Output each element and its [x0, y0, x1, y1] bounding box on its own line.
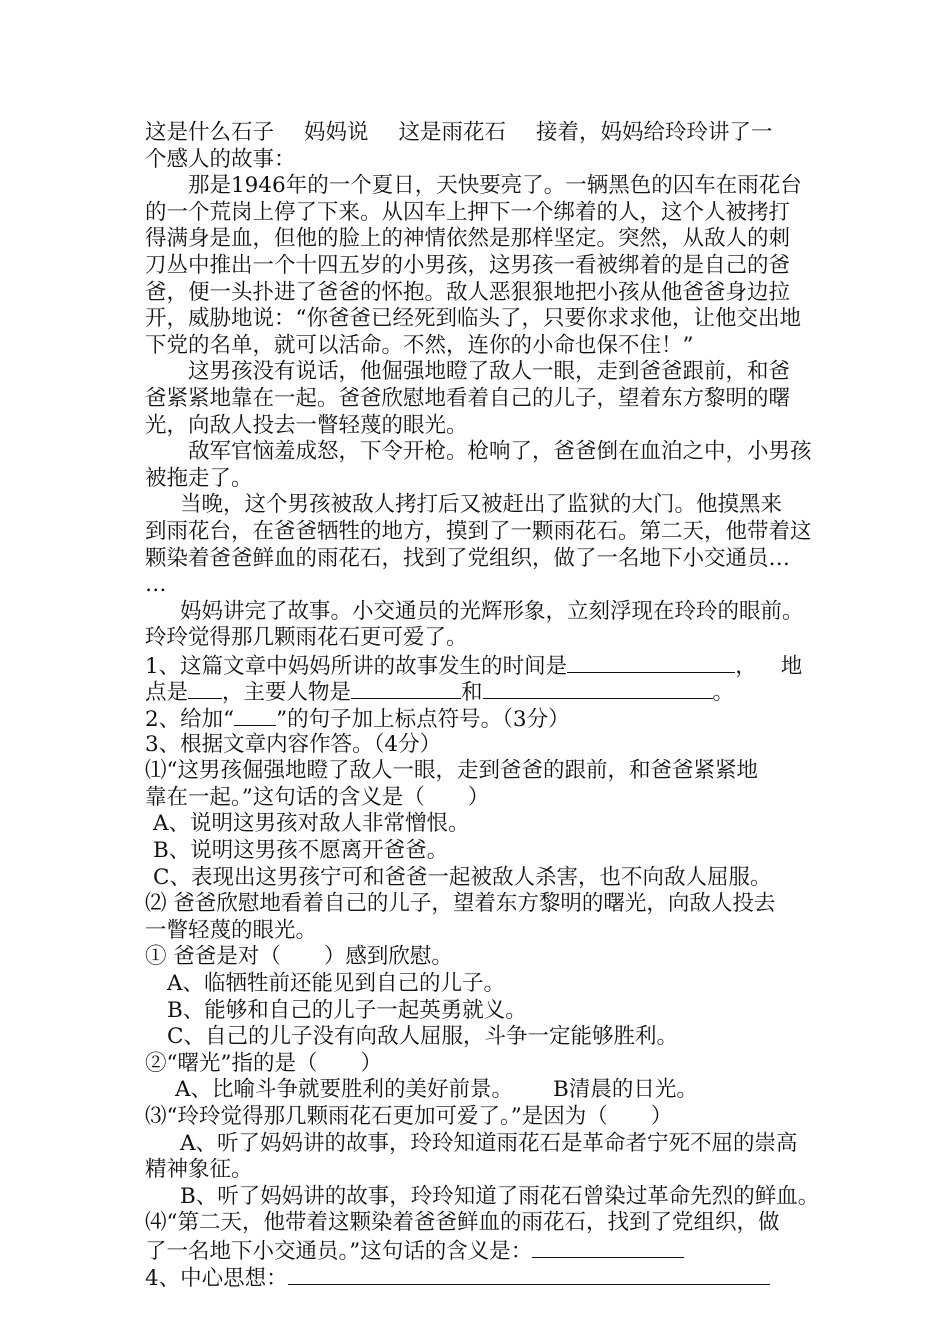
answer-blank-time[interactable] [567, 652, 735, 673]
story-line: 爸，便一头扑进了爸爸的怀抱。敌人恶狠狠地把小孩从他爸爸身边拉 [145, 279, 791, 305]
question-3-2-cont: 一瞥轻蔑的眼光。 [145, 917, 318, 943]
story-line: 光，向敌人投去一瞥轻蔑的眼光。 [145, 412, 468, 438]
option: B、说明这男孩不愿离开爸爸。 [153, 838, 449, 864]
story-line: … [145, 572, 167, 598]
question-text: 4、中心思想： [145, 1265, 288, 1291]
answer-blank-person-1[interactable] [351, 678, 461, 699]
option: C、表现出这男孩宁可和爸爸一起被敌人杀害，也不向敌人屈服。 [153, 864, 772, 890]
document-page [145, 120, 820, 1291]
option: A、说明这男孩对敌人非常憎恨。 [153, 811, 470, 837]
question-3: 3、根据文章内容作答。（4分） [145, 731, 442, 757]
question-3-2: ⑵ 爸爸欣慰地看着自己的儿子，望着东方黎明的曙光，向敌人投去 [145, 891, 776, 917]
story-line: 敌军官恼羞成怒，下令开枪。枪响了，爸爸倒在血泊之中，小男孩 [188, 439, 812, 465]
question-text: 点是 [145, 680, 189, 706]
question-3-3: ⑶“玲玲觉得那几颗雨花石更加可爱了。”是因为（ ） [145, 1103, 673, 1129]
intro-text: 这是雨花石 [398, 120, 507, 145]
story-line: 下党的名单，就可以活命。不然，连你的小命也保不住！” [145, 332, 694, 358]
option: A、听了妈妈讲的故事，玲玲知道雨花石是革命者宁死不屈的崇高 [180, 1130, 798, 1156]
story-line: 的一个荒岗上停了下来。从囚车上押下一个绑着的人，这个人被拷打 [145, 199, 791, 225]
story-line: 爸紧紧地靠在一起。爸爸欣慰地看着自己的儿子，望着东方黎明的曙 [145, 385, 791, 411]
question-text: ”的句子加上标点符号。（3分） [276, 707, 570, 733]
question-text: 。 [712, 680, 735, 706]
story-line: 开，威胁地说：“你爸爸已经死到临头了，只要你求求他，让他交出地 [145, 306, 801, 332]
question-3-4-cont [145, 1237, 815, 1264]
intro-line-2: 个感人的故事： [145, 146, 296, 172]
question-text: 和 [461, 680, 483, 706]
answer-blank-meaning[interactable] [532, 1237, 684, 1258]
option: B、能够和自己的儿子一起英勇就义。 [167, 997, 527, 1023]
story-line: 被拖走了。 [145, 465, 253, 491]
story-line: 妈妈讲完了故事。小交通员的光辉形象，立刻浮现在玲玲的眼前。 [180, 598, 804, 624]
option-cont: 精神象征。 [145, 1157, 253, 1183]
question-text: 2、给加“ [145, 707, 235, 733]
answer-blank-person-2[interactable] [483, 678, 713, 699]
story-line: 那是1946年的一个夏日，天快要亮了。一辆黑色的囚车在雨花台 [188, 173, 802, 199]
answer-blank-theme[interactable] [288, 1264, 770, 1285]
story-line: 刀丛中推出一个十四五岁的小男孩，这男孩一看被绑着的是自己的爸 [145, 252, 791, 278]
option: A、比喻斗争就要胜利的美好前景。 [175, 1077, 514, 1103]
question-3-4: ⑷“第二天，他带着这颗染着爸爸鲜血的雨花石，找到了党组织，做 [145, 1210, 780, 1236]
question-text: 1、这篇文章中妈妈所讲的故事发生的时间是 [145, 653, 568, 679]
story-line: 当晚，这个男孩被敌人拷打后又被赶出了监狱的大门。他摸黑来 [180, 492, 783, 518]
option: B、听了妈妈讲的故事，玲玲知道了雨花石曾染过革命先烈的鲜血。 [180, 1183, 820, 1209]
question-3-1-cont: 靠在一起。”这句话的含义是（ ） [145, 784, 490, 810]
question-3-1: ⑴“这男孩倔强地瞪了敌人一眼，走到爸爸的跟前，和爸爸紧紧地 [145, 758, 758, 784]
answer-blank-mark [234, 705, 276, 726]
answer-blank-place[interactable] [188, 678, 222, 699]
question-text: 地 [780, 653, 803, 679]
question-1-cont [145, 678, 815, 705]
option: C、自己的儿子没有向敌人屈服，斗争一定能够胜利。 [167, 1024, 678, 1050]
question-3-2-a: ① 爸爸是对（ ）感到欣慰。 [145, 944, 453, 970]
story-line: 这男孩没有说话，他倔强地瞪了敌人一眼，走到爸爸跟前，和爸 [188, 359, 791, 385]
intro-text: 接着，妈妈给玲玲讲了一 [536, 120, 773, 145]
question-text: ，主要人物是 [222, 680, 352, 706]
option: A、临牺牲前还能见到自己的儿子。 [167, 971, 506, 996]
option-row [145, 1077, 815, 1104]
story-line: 玲玲觉得那几颗雨花石更可爱了。 [145, 625, 468, 651]
question-4 [145, 1264, 815, 1291]
story-line: 得满身是血，但他的脸上的神情依然是那样坚定。突然，从敌人的刺 [145, 226, 791, 252]
option: B清晨的日光。 [553, 1077, 698, 1103]
intro-line-1 [145, 120, 815, 147]
question-1 [145, 652, 815, 679]
story-line: 到雨花台，在爸爸牺牲的地方，摸到了一颗雨花石。第二天，他带着这 [145, 518, 812, 544]
story-line: 颗染着爸爸鲜血的雨花石，找到了党组织，做了一名地下小交通员… [145, 545, 791, 571]
question-3-2-b: ②“曙光”指的是（ ） [145, 1050, 382, 1076]
question-2 [145, 705, 815, 732]
intro-text: 妈妈说 [304, 120, 369, 145]
question-text: 了一名地下小交通员。”这句话的含义是： [145, 1238, 533, 1264]
question-text: ， [735, 653, 757, 679]
intro-text: 这是什么石子 [145, 120, 275, 145]
